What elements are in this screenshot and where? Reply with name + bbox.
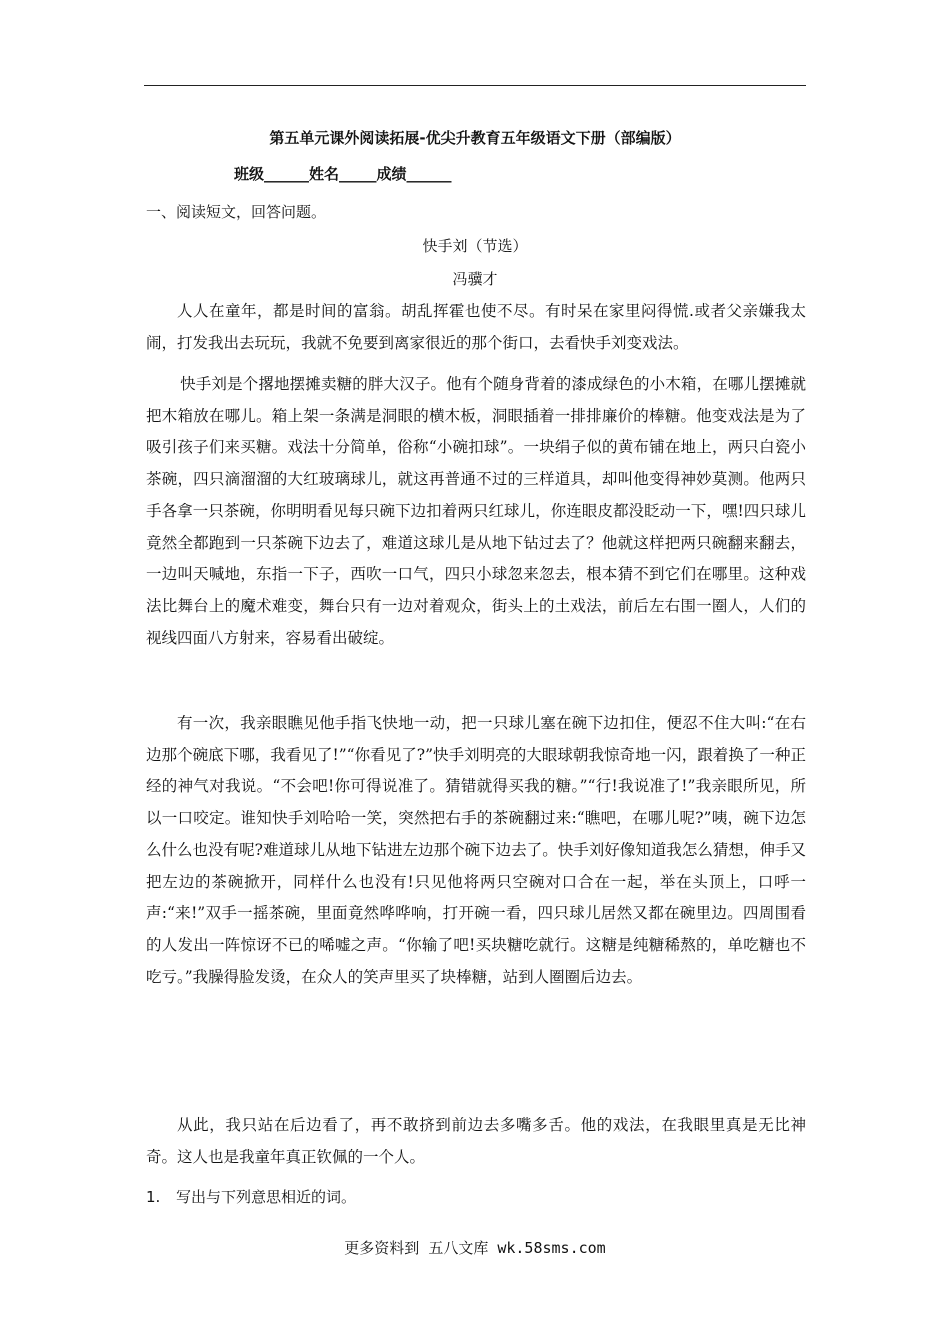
passage-author: 冯骥才 [452, 270, 498, 288]
question-1-number: 1. [146, 1188, 161, 1206]
top-rule [144, 85, 806, 86]
question-1 [146, 1186, 356, 1207]
passage-paragraph-2: 快手刘是个撂地摆摊卖糖的胖大汉子。他有个随身背着的漆成绿色的小木箱，在哪儿摆摊就把木箱放在哪儿。箱上架一条满是洞眼的横木板，洞眼插着一排排廉价的棒糖。他变戏法是为了吸引孩子们来买糖。戏法十分简单，俗称“小碗扣球”。一块绢子似的黄布铺在地上，两只白瓷小茶碗，四只滴溜溜的大红玻璃球儿，就这再普通不过的三样道具，却叫他变得神妙莫测。他两只手各拿一只茶碗，你明明看见每只碗下边扣着两只红球儿，你连眼皮都没眨动一下，嘿!四只球儿竟然全都跑到一只茶碗下边去了，难道这球儿是从地下钻过去了？他就这样把两只碗翻来翻去，一边叫天喊地，东指一下子，西吹一口气，四只小球忽来忽去，根本猜不到它们在哪里。这种戏法比舞台上的魔术难变，舞台只有一边对着观众，街头上的土戏法，前后左右围一圈人，人们的视线四面八方射来，容易看出破绽。 [146, 375, 806, 647]
question-1-text: 写出与下列意思相近的词。 [176, 1188, 357, 1206]
page-title: 第五单元课外阅读拓展-优尖升教育五年级语文下册（部编版） [269, 129, 681, 147]
footer-text: 更多资料到 五八文库 wk.58sms.com [344, 1239, 606, 1257]
section-heading: 一、阅读短文，回答问题。 [146, 203, 327, 221]
passage-paragraph-3: 有一次，我亲眼瞧见他手指飞快地一动，把一只球儿塞在碗下边扣住，便忍不住大叫:“在右边那个碗底下哪，我看见了!”“你看见了?”快手刘明亮的大眼球朝我惊奇地一闪，跟着换了一种正经的神气对我说。“不会吧!你可得说准了。猜错就得买我的糖。”“行!我说准了!”我亲眼所见，所以一口咬定。谁知快手刘哈哈一笑，突然把右手的茶碗翻过来:“瞧吧，在哪儿呢?”咦，碗下边怎么什么也没有呢?难道球儿从地下钻进左边那个碗下边去了。快手刘好像知道我怎么猜想，伸手又把左边的茶碗掀开，同样什么也没有!只见他将两只空碗对口合在一起，举在头顶上，口呼一声:“来!”双手一摇茶碗，里面竟然哗哗响，打开碗一看，四只球儿居然又都在碗里边。四周围看的人发出一阵惊讶不已的唏嘘之声。“你输了吧!买块糖吃就行。这糖是纯糖稀熬的，单吃糖也不吃亏。”我臊得脸发烫，在众人的笑声里买了块棒糖，站到人圈圈后边去。 [146, 714, 806, 986]
passage-title: 快手刘（节选） [422, 237, 528, 255]
passage-paragraph-1: 人人在童年，都是时间的富翁。胡乱挥霍也使不尽。有时呆在家里闷得慌.或者父亲嫌我太闹，打发我出去玩玩，我就不免要到离家很近的那个街口，去看快手刘变戏法。 [146, 302, 806, 352]
passage-paragraph-4: 从此，我只站在后边看了，再不敢挤到前边去多嘴多舌。他的戏法，在我眼里真是无比神奇。这人也是我童年真正钦佩的一个人。 [146, 1116, 806, 1166]
student-info-line: 班级______姓名_____成绩______ [234, 165, 452, 183]
